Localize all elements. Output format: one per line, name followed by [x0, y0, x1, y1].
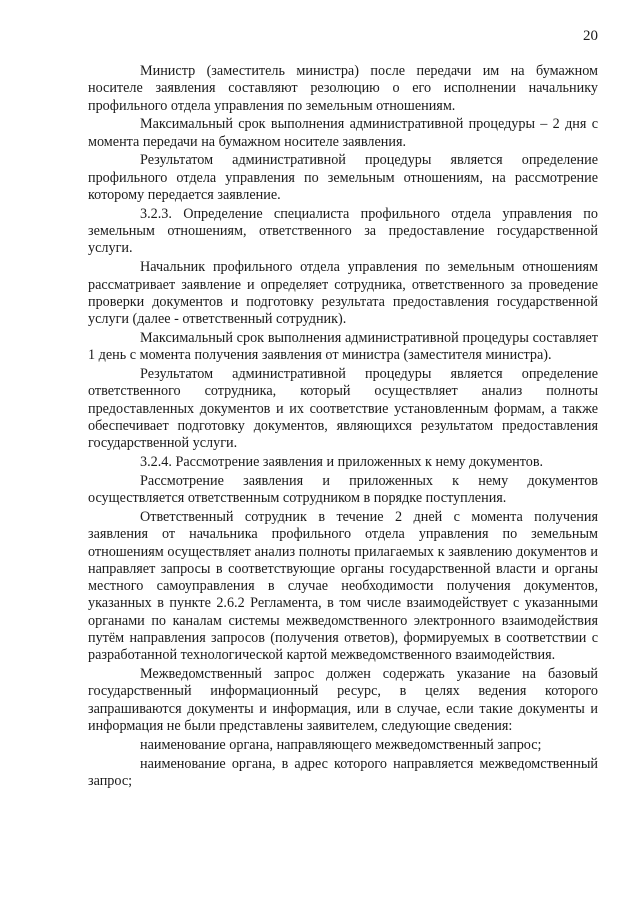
- list-item-requesting-authority: наименование органа, направляющего межведомственный запрос;: [140, 736, 542, 753]
- paragraph-max-term-1-day: Максимальный срок выполнения административной процедуры составляет 1 день с момента получения заявления от министра (заместителя министра).: [88, 329, 598, 364]
- section-heading-3-2-3: 3.2.3. Определение специалиста профильного отдела управления по земельным отношениям, ответственного за предоставление государственной услуги.: [88, 205, 598, 257]
- document-body: [88, 63, 598, 790]
- paragraph-head-assigns-employee: Начальник профильного отдела управления по земельным отношениям рассматривает заявление и определяет сотрудника, ответственного за проведение проверки документов и подготовку результата предоставления государственной услуги (далее - ответственный сотрудник).: [88, 259, 598, 328]
- section-heading-3-2-4: 3.2.4. Рассмотрение заявления и приложенных к нему документов.: [140, 454, 544, 471]
- list-item-recipient-authority: наименование органа, в адрес которого направляется межведомственный запрос;: [88, 755, 598, 789]
- paragraph-result-department: Результатом административной процедуры является определение профильного отдела управления по земельным отношениям, на рассмотрение которому передается заявление.: [88, 152, 598, 204]
- page-number: 20: [583, 28, 598, 44]
- paragraph-result-responsible-employee: Результатом административной процедуры является определение ответственного сотрудника, который осуществляет анализ полноты предоставленных документов и их соответствие установленным формам, а также обеспечивает подготовку документов, являющихся результатом предоставления государственной услуги.: [88, 366, 598, 452]
- paragraph-request-contents: Межведомственный запрос должен содержать указание на базовый государственный информационный ресурс, в целях ведения которого запрашиваются документы и информация, или в случае, если такие документы и информация не были представлены заявителем, следующие сведения:: [88, 666, 598, 734]
- paragraph-max-term-2-days: Максимальный срок выполнения административной процедуры – 2 дня с момента передачи на бумажном носителе заявления.: [88, 116, 598, 150]
- paragraph-minister-resolution: Министр (заместитель министра) после передачи им на бумажном носителе заявления составляют резолюцию о его исполнении начальнику профильного отдела управления по земельным отношениям.: [88, 63, 598, 114]
- paragraph-review-order: Рассмотрение заявления и приложенных к нему документов осуществляется ответственным сотрудником в порядке поступления.: [88, 472, 598, 507]
- paragraph-interagency-requests: Ответственный сотрудник в течение 2 дней с момента получения заявления от начальника профильного отдела управления по земельным отношениям осуществляет анализ полноты прилагаемых к заявлению документов и направляет запросы в соответствующие органы государственной власти и органы местного самоуправления в случае необходимости получения документов, указанных в пункте 2.6.2 Регламента, в том числе взаимодействует с указанными органами по каналам системы межведомственного электронного взаимодействия путём направления запросов (получения ответов), формируемых в соответствии с разработанной технологической картой межведомственного взаимодействия.: [88, 508, 598, 664]
